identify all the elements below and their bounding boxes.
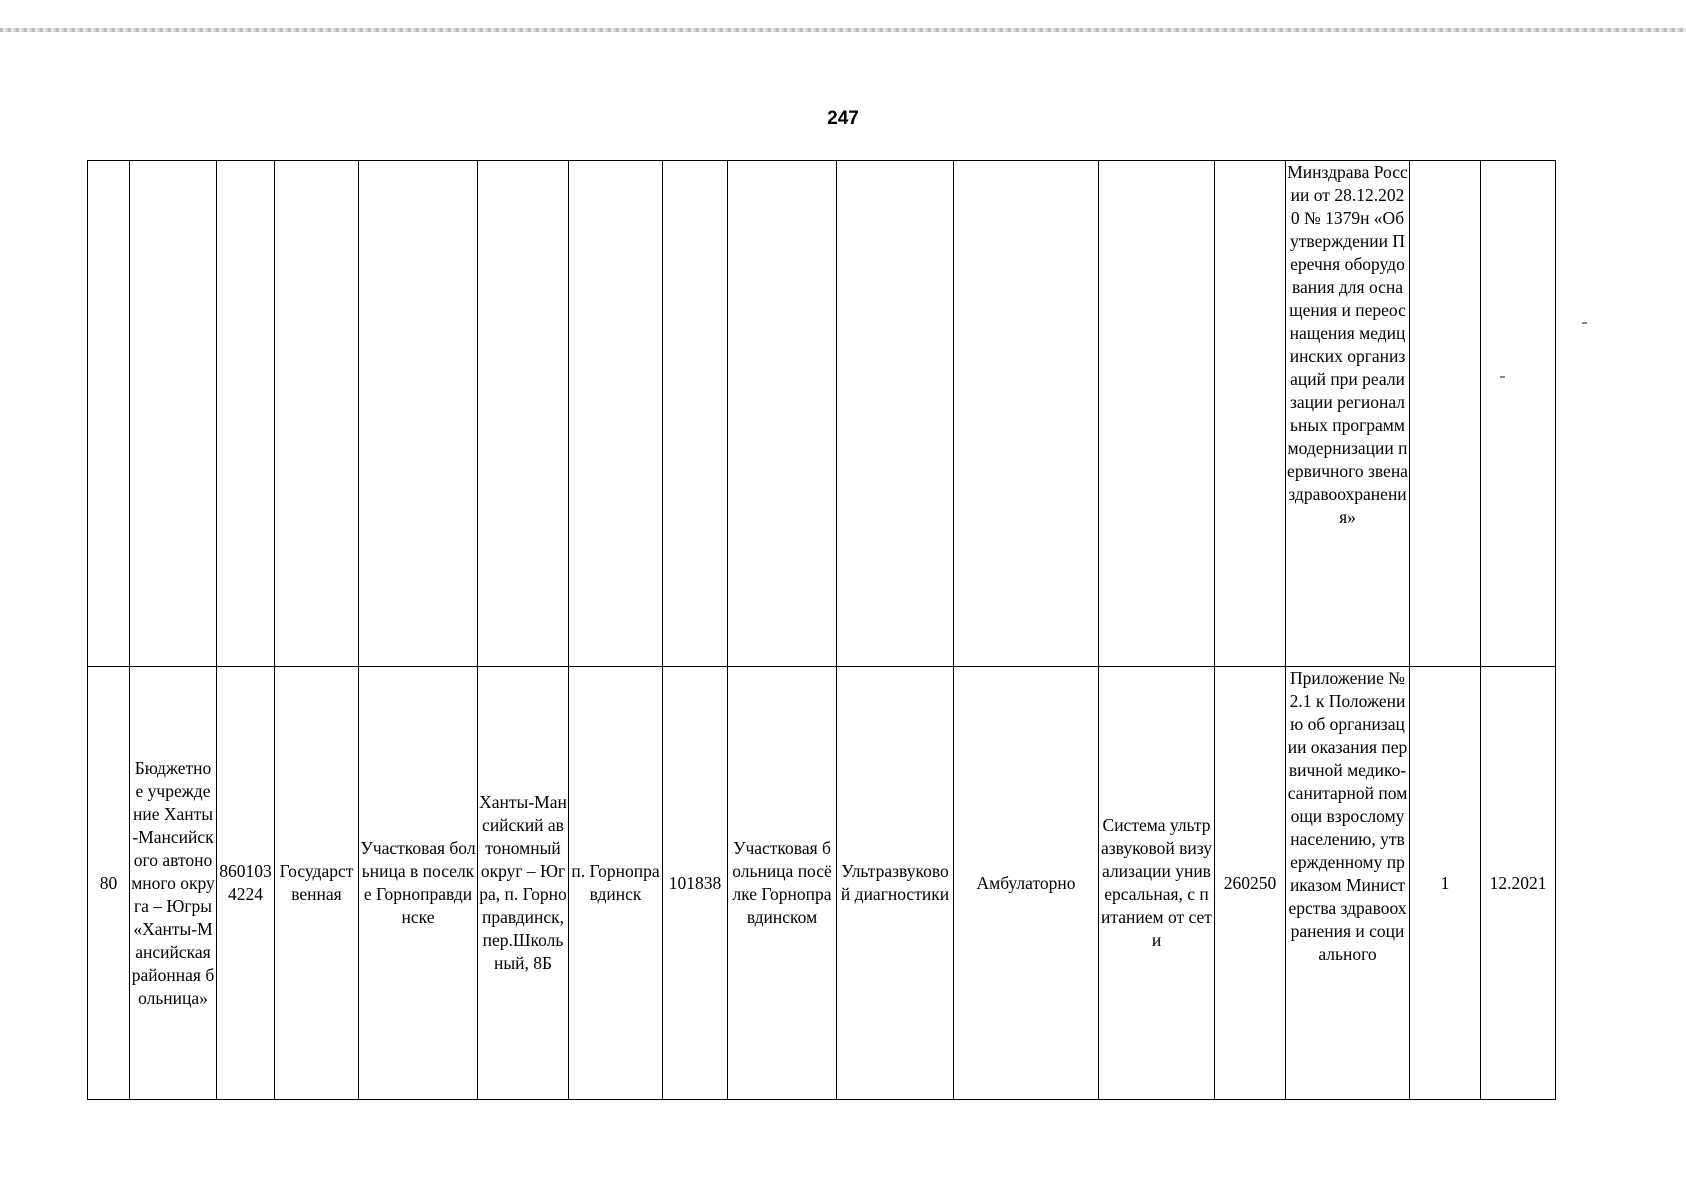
cell-equipment-code: 260250 xyxy=(1215,667,1286,1100)
cell-empty xyxy=(837,161,954,667)
cell-empty xyxy=(88,161,130,667)
cell-population-code: 101838 xyxy=(663,667,728,1100)
cell-empty xyxy=(1099,161,1215,667)
cell-empty xyxy=(478,161,569,667)
cell-document: Приложение № 2.1 к Положению об организации оказания первичной медико-санитарной помощи взрослому населению, утвержденному приказом Министерства здравоохранения и социального xyxy=(1286,667,1410,1100)
cell-empty xyxy=(275,161,359,667)
table-row xyxy=(88,667,1556,1100)
cell-document-continuation: Минздрава России от 28.12.2020 № 1379н «Об утверждении Перечня оборудования для оснащения и переоснащения медицинских организаций при реализации региональных программ модернизации первичного звена здравоохранения» xyxy=(1286,161,1410,667)
cell-empty xyxy=(1215,161,1286,667)
cell-date: 12.2021 xyxy=(1481,667,1556,1100)
cell-empty xyxy=(663,161,728,667)
cell-quantity: 1 xyxy=(1410,667,1481,1100)
cell-equipment: Система ультразвуковой визуализации универсальная, с питанием от сети xyxy=(1099,667,1215,1100)
page-number: 247 xyxy=(827,108,859,129)
cell-ownership: Государственная xyxy=(275,667,359,1100)
cell-empty xyxy=(1410,161,1481,667)
equipment-table xyxy=(87,160,1556,1100)
cell-empty xyxy=(1481,161,1556,667)
cell-institution: Бюджетное учреждение Ханты-Мансийского автономного округа – Югры «Ханты-Мансийская районная больница» xyxy=(130,667,217,1100)
cell-unit: Участковая больница посёлке Горноправдинском xyxy=(728,667,837,1100)
cell-empty xyxy=(954,161,1099,667)
continuation-row xyxy=(88,161,1556,667)
cell-service: Ультразвуковой диагностики xyxy=(837,667,954,1100)
scan-speck xyxy=(1500,376,1505,378)
cell-empty xyxy=(569,161,663,667)
cell-empty xyxy=(217,161,275,667)
cell-row-number: 80 xyxy=(88,667,130,1100)
cell-address: Ханты-Мансийский автономный округ – Югра, п. Горноправдинск, пер.Школьный, 8Б xyxy=(478,667,569,1100)
cell-empty xyxy=(359,161,478,667)
cell-empty xyxy=(728,161,837,667)
cell-facility: Участковая больница в поселке Горноправдинске xyxy=(359,667,478,1100)
cell-empty xyxy=(130,161,217,667)
cell-code: 8601034224 xyxy=(217,667,275,1100)
cell-care-conditions: Амбулаторно xyxy=(954,667,1099,1100)
scan-edge-artifact xyxy=(0,28,1686,32)
scan-speck xyxy=(1582,322,1587,324)
cell-settlement: п. Горноправдинск xyxy=(569,667,663,1100)
